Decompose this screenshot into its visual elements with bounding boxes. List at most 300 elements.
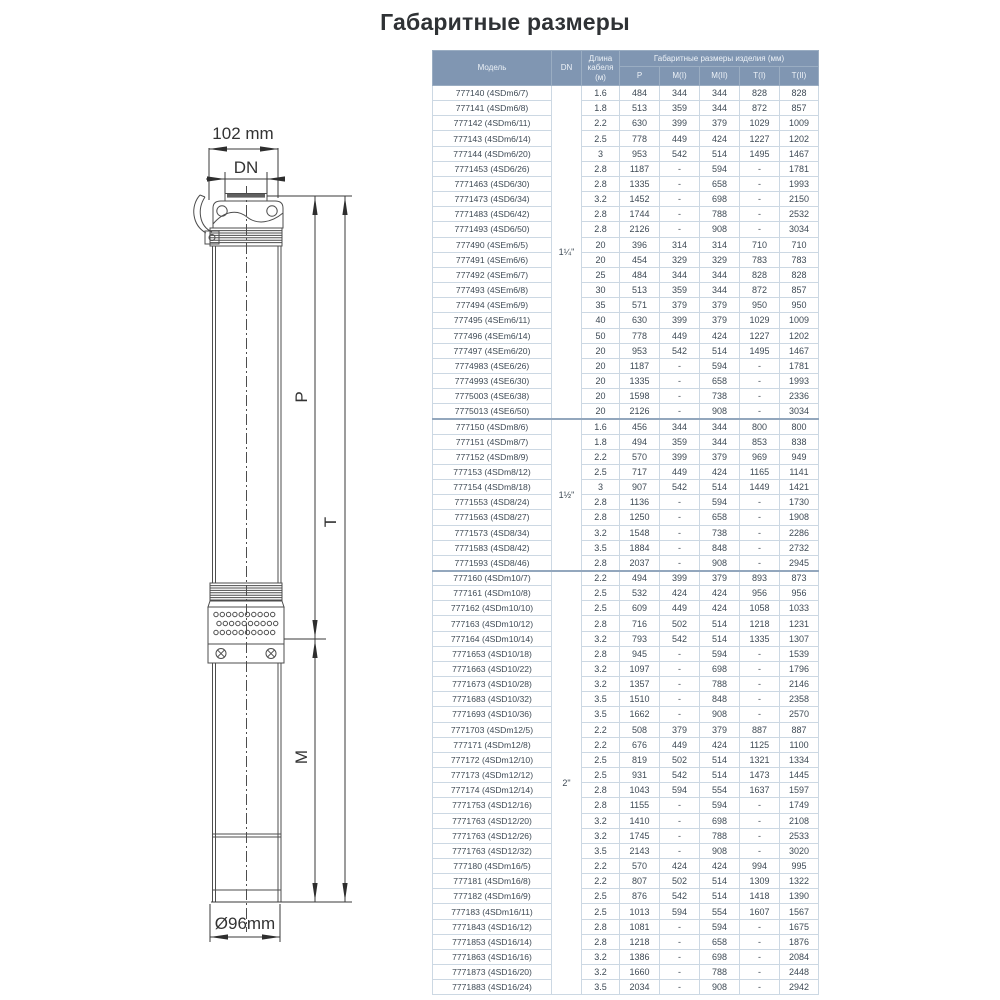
cell-m1: 344 bbox=[660, 419, 700, 434]
cell-t1: 853 bbox=[740, 434, 780, 449]
cell-model: 777144 (4SDm6/20) bbox=[433, 146, 552, 161]
cell-m2: 594 bbox=[700, 919, 740, 934]
cell-p: 778 bbox=[620, 131, 660, 146]
cell-p: 819 bbox=[620, 752, 660, 767]
cell-m1: - bbox=[660, 934, 700, 949]
cell-p: 570 bbox=[620, 449, 660, 464]
pump-body-outline bbox=[194, 194, 284, 903]
cell-model: 7771853 (4SD16/14) bbox=[433, 934, 552, 949]
cell-m2: 788 bbox=[700, 207, 740, 222]
cell-p: 876 bbox=[620, 889, 660, 904]
cell-p: 716 bbox=[620, 616, 660, 631]
cell-model: 7771593 (4SD8/46) bbox=[433, 555, 552, 570]
cell-p: 1081 bbox=[620, 919, 660, 934]
cell-m2: 738 bbox=[700, 525, 740, 540]
cell-p: 513 bbox=[620, 101, 660, 116]
dimension-bottom-diameter bbox=[210, 904, 280, 942]
cell-m1: - bbox=[660, 707, 700, 722]
table-row bbox=[433, 661, 819, 676]
cell-m1: - bbox=[660, 222, 700, 237]
cell-t1: 1473 bbox=[740, 768, 780, 783]
cell-cable-length: 3.5 bbox=[582, 692, 620, 707]
cell-m2: 658 bbox=[700, 510, 740, 525]
cell-t1: 828 bbox=[740, 86, 780, 101]
cell-model: 777495 (4SEm6/11) bbox=[433, 313, 552, 328]
cell-cable-length: 3 bbox=[582, 146, 620, 161]
cell-cable-length: 1.6 bbox=[582, 419, 620, 434]
cell-m2: 514 bbox=[700, 480, 740, 495]
cell-cable-length: 3.2 bbox=[582, 677, 620, 692]
table-row bbox=[433, 328, 819, 343]
cell-t1: - bbox=[740, 373, 780, 388]
cell-m2: 554 bbox=[700, 904, 740, 919]
cell-cable-length: 25 bbox=[582, 267, 620, 282]
cell-t1: - bbox=[740, 843, 780, 858]
cell-t2: 1876 bbox=[780, 934, 819, 949]
cell-m2: 698 bbox=[700, 813, 740, 828]
table-row bbox=[433, 480, 819, 495]
cell-t2: 949 bbox=[780, 449, 819, 464]
cell-cable-length: 50 bbox=[582, 328, 620, 343]
cell-cable-length: 2.8 bbox=[582, 616, 620, 631]
cell-cable-length: 1.8 bbox=[582, 101, 620, 116]
cell-model: 7771653 (4SD10/18) bbox=[433, 646, 552, 661]
cell-t1: 710 bbox=[740, 237, 780, 252]
cell-m2: 344 bbox=[700, 419, 740, 434]
cell-p: 1155 bbox=[620, 798, 660, 813]
cell-p: 1660 bbox=[620, 965, 660, 980]
table-row bbox=[433, 192, 819, 207]
cell-m1: 542 bbox=[660, 480, 700, 495]
cell-model: 777497 (4SEm6/20) bbox=[433, 343, 552, 358]
cell-model: 777183 (4SDm16/11) bbox=[433, 904, 552, 919]
cell-t2: 3020 bbox=[780, 843, 819, 858]
table-row bbox=[433, 252, 819, 267]
table-row bbox=[433, 283, 819, 298]
header-dim-m2: M(II) bbox=[700, 67, 740, 86]
cell-cable-length: 2.8 bbox=[582, 510, 620, 525]
cell-model: 777143 (4SDm6/14) bbox=[433, 131, 552, 146]
cell-t1: 1309 bbox=[740, 874, 780, 889]
cell-m1: - bbox=[660, 161, 700, 176]
cell-p: 1510 bbox=[620, 692, 660, 707]
cell-t2: 1445 bbox=[780, 768, 819, 783]
cell-t2: 1781 bbox=[780, 161, 819, 176]
cell-cable-length: 3.5 bbox=[582, 843, 620, 858]
cell-p: 676 bbox=[620, 737, 660, 752]
cell-t1: - bbox=[740, 404, 780, 419]
table-row bbox=[433, 601, 819, 616]
cell-model: 7771863 (4SD16/16) bbox=[433, 949, 552, 964]
cell-p: 570 bbox=[620, 858, 660, 873]
cell-m2: 848 bbox=[700, 540, 740, 555]
cell-t2: 857 bbox=[780, 101, 819, 116]
table-row bbox=[433, 722, 819, 737]
cell-cable-length: 30 bbox=[582, 283, 620, 298]
table-row bbox=[433, 768, 819, 783]
table-row bbox=[433, 540, 819, 555]
cell-cable-length: 3.2 bbox=[582, 965, 620, 980]
cell-model: 7771763 (4SD12/26) bbox=[433, 828, 552, 843]
cell-t2: 2732 bbox=[780, 540, 819, 555]
cell-t2: 1993 bbox=[780, 176, 819, 191]
cell-cable-length: 3.2 bbox=[582, 525, 620, 540]
cell-model: 777141 (4SDm6/8) bbox=[433, 101, 552, 116]
cell-m1: 344 bbox=[660, 86, 700, 101]
cell-p: 532 bbox=[620, 586, 660, 601]
cell-p: 953 bbox=[620, 343, 660, 358]
header-dimensions-group: Габаритные размеры изделия (мм) bbox=[620, 51, 819, 67]
cell-m2: 514 bbox=[700, 889, 740, 904]
cell-cable-length: 20 bbox=[582, 404, 620, 419]
cell-p: 2143 bbox=[620, 843, 660, 858]
cell-cable-length: 2.8 bbox=[582, 555, 620, 570]
cell-p: 630 bbox=[620, 116, 660, 131]
cell-cable-length: 2.8 bbox=[582, 207, 620, 222]
cell-p: 396 bbox=[620, 237, 660, 252]
cell-t2: 1539 bbox=[780, 646, 819, 661]
cell-m2: 514 bbox=[700, 343, 740, 358]
header-dn: DN bbox=[552, 51, 582, 86]
cell-t2: 1202 bbox=[780, 328, 819, 343]
cell-m2: 314 bbox=[700, 237, 740, 252]
cell-m2: 344 bbox=[700, 283, 740, 298]
cell-model: 7771473 (4SD6/34) bbox=[433, 192, 552, 207]
cell-cable-length: 20 bbox=[582, 373, 620, 388]
cell-model: 777162 (4SDm10/10) bbox=[433, 601, 552, 616]
cell-m2: 424 bbox=[700, 328, 740, 343]
cell-m2: 594 bbox=[700, 798, 740, 813]
table-row bbox=[433, 419, 819, 434]
cell-t1: 1227 bbox=[740, 328, 780, 343]
cell-m1: - bbox=[660, 828, 700, 843]
cell-cable-length: 2.5 bbox=[582, 464, 620, 479]
cell-t1: - bbox=[740, 949, 780, 964]
table-row bbox=[433, 343, 819, 358]
table-row bbox=[433, 919, 819, 934]
cell-m1: 542 bbox=[660, 768, 700, 783]
cell-cable-length: 3.2 bbox=[582, 661, 620, 676]
cell-model: 7771873 (4SD16/20) bbox=[433, 965, 552, 980]
table-row bbox=[433, 783, 819, 798]
cell-cable-length: 2.5 bbox=[582, 601, 620, 616]
cell-t2: 1908 bbox=[780, 510, 819, 525]
cell-t1: - bbox=[740, 176, 780, 191]
cell-t1: 800 bbox=[740, 419, 780, 434]
cell-t1: 969 bbox=[740, 449, 780, 464]
cell-t2: 873 bbox=[780, 571, 819, 586]
cell-m1: - bbox=[660, 176, 700, 191]
table-row bbox=[433, 616, 819, 631]
cell-p: 494 bbox=[620, 571, 660, 586]
cell-t1: 1321 bbox=[740, 752, 780, 767]
header-dim-t2: T(II) bbox=[780, 67, 819, 86]
cell-model: 7774993 (4SE6/30) bbox=[433, 373, 552, 388]
cell-m1: - bbox=[660, 919, 700, 934]
cell-cable-length: 1.6 bbox=[582, 86, 620, 101]
cell-model: 777492 (4SEm6/7) bbox=[433, 267, 552, 282]
cell-p: 1187 bbox=[620, 358, 660, 373]
cell-cable-length: 3.2 bbox=[582, 631, 620, 646]
cell-t1: 1637 bbox=[740, 783, 780, 798]
cell-model: 7771453 (4SD6/26) bbox=[433, 161, 552, 176]
table-row bbox=[433, 313, 819, 328]
cell-cable-length: 20 bbox=[582, 237, 620, 252]
cell-m1: - bbox=[660, 980, 700, 995]
cell-m1: 359 bbox=[660, 434, 700, 449]
cell-t2: 1009 bbox=[780, 313, 819, 328]
cell-model: 777153 (4SDm8/12) bbox=[433, 464, 552, 479]
cell-t1: 1165 bbox=[740, 464, 780, 479]
cell-p: 484 bbox=[620, 86, 660, 101]
cell-p: 717 bbox=[620, 464, 660, 479]
cell-p: 1548 bbox=[620, 525, 660, 540]
cell-t2: 1100 bbox=[780, 737, 819, 752]
table-row bbox=[433, 298, 819, 313]
cell-t1: - bbox=[740, 207, 780, 222]
table-row bbox=[433, 131, 819, 146]
cell-m2: 379 bbox=[700, 116, 740, 131]
cell-p: 2126 bbox=[620, 404, 660, 419]
cell-m1: 344 bbox=[660, 267, 700, 282]
cell-cable-length: 3.2 bbox=[582, 949, 620, 964]
cell-t1: - bbox=[740, 692, 780, 707]
cell-t2: 2150 bbox=[780, 192, 819, 207]
table-row bbox=[433, 207, 819, 222]
cell-m2: 908 bbox=[700, 555, 740, 570]
cell-m2: 344 bbox=[700, 86, 740, 101]
table-row bbox=[433, 631, 819, 646]
cell-t1: - bbox=[740, 677, 780, 692]
table-row bbox=[433, 267, 819, 282]
cell-cable-length: 3.2 bbox=[582, 192, 620, 207]
table-row bbox=[433, 904, 819, 919]
cell-m1: - bbox=[660, 373, 700, 388]
cell-m1: 329 bbox=[660, 252, 700, 267]
cell-t1: - bbox=[740, 555, 780, 570]
cell-m1: - bbox=[660, 404, 700, 419]
cell-t2: 1307 bbox=[780, 631, 819, 646]
cell-cable-length: 2.8 bbox=[582, 934, 620, 949]
cell-p: 953 bbox=[620, 146, 660, 161]
cell-t1: 1495 bbox=[740, 343, 780, 358]
cell-t1: 1495 bbox=[740, 146, 780, 161]
cell-t1: 1418 bbox=[740, 889, 780, 904]
cell-model: 777174 (4SDm12/14) bbox=[433, 783, 552, 798]
cell-t2: 828 bbox=[780, 267, 819, 282]
cell-t2: 2448 bbox=[780, 965, 819, 980]
table-row bbox=[433, 237, 819, 252]
cell-model: 7775003 (4SE6/38) bbox=[433, 389, 552, 404]
cell-m1: 542 bbox=[660, 631, 700, 646]
table-row bbox=[433, 707, 819, 722]
cell-m2: 329 bbox=[700, 252, 740, 267]
header-dim-m1: M(I) bbox=[660, 67, 700, 86]
cell-model: 777160 (4SDm10/7) bbox=[433, 571, 552, 586]
table-header bbox=[433, 51, 819, 86]
cell-m2: 514 bbox=[700, 631, 740, 646]
cell-t1: - bbox=[740, 828, 780, 843]
dimension-dn bbox=[206, 158, 285, 193]
cell-model: 7771663 (4SD10/22) bbox=[433, 661, 552, 676]
cell-m2: 594 bbox=[700, 358, 740, 373]
cell-cable-length: 3.2 bbox=[582, 828, 620, 843]
cell-t1: - bbox=[740, 161, 780, 176]
cell-cable-length: 2.8 bbox=[582, 646, 620, 661]
cell-t1: - bbox=[740, 495, 780, 510]
cell-t1: 1218 bbox=[740, 616, 780, 631]
cell-cable-length: 2.8 bbox=[582, 176, 620, 191]
table-row bbox=[433, 586, 819, 601]
cell-t2: 1009 bbox=[780, 116, 819, 131]
cell-m2: 424 bbox=[700, 131, 740, 146]
cell-t2: 995 bbox=[780, 858, 819, 873]
table-row bbox=[433, 358, 819, 373]
cell-t1: 1125 bbox=[740, 737, 780, 752]
cell-m2: 594 bbox=[700, 646, 740, 661]
cell-m2: 379 bbox=[700, 449, 740, 464]
cell-model: 777163 (4SDm10/12) bbox=[433, 616, 552, 631]
cell-p: 513 bbox=[620, 283, 660, 298]
cell-m1: 379 bbox=[660, 298, 700, 313]
cell-t2: 2108 bbox=[780, 813, 819, 828]
cell-p: 494 bbox=[620, 434, 660, 449]
cell-cable-length: 2.2 bbox=[582, 571, 620, 586]
cell-t2: 1749 bbox=[780, 798, 819, 813]
dimension-label-dn: DN bbox=[233, 158, 259, 177]
cell-model: 777171 (4SDm12/8) bbox=[433, 737, 552, 752]
cell-t1: - bbox=[740, 919, 780, 934]
cell-t1: - bbox=[740, 646, 780, 661]
cell-t1: - bbox=[740, 540, 780, 555]
cell-m2: 698 bbox=[700, 949, 740, 964]
cell-p: 1386 bbox=[620, 949, 660, 964]
cell-m1: 424 bbox=[660, 586, 700, 601]
cell-t2: 1141 bbox=[780, 464, 819, 479]
cell-m1: - bbox=[660, 358, 700, 373]
cell-t2: 887 bbox=[780, 722, 819, 737]
cell-t2: 2532 bbox=[780, 207, 819, 222]
cell-t1: 1029 bbox=[740, 116, 780, 131]
cell-cable-length: 3.5 bbox=[582, 540, 620, 555]
cell-model: 7771673 (4SD10/28) bbox=[433, 677, 552, 692]
cell-m1: - bbox=[660, 949, 700, 964]
cell-m1: - bbox=[660, 555, 700, 570]
cell-m2: 658 bbox=[700, 176, 740, 191]
table-row bbox=[433, 798, 819, 813]
table-row bbox=[433, 677, 819, 692]
cell-p: 1218 bbox=[620, 934, 660, 949]
cell-cable-length: 2.8 bbox=[582, 919, 620, 934]
cell-t2: 1796 bbox=[780, 661, 819, 676]
cell-model: 777161 (4SDm10/8) bbox=[433, 586, 552, 601]
cell-m1: 359 bbox=[660, 283, 700, 298]
cell-m2: 908 bbox=[700, 404, 740, 419]
pump-dimensional-drawing bbox=[0, 0, 400, 1000]
cell-model: 777172 (4SDm12/10) bbox=[433, 752, 552, 767]
cell-cable-length: 3.5 bbox=[582, 980, 620, 995]
cell-t1: 1335 bbox=[740, 631, 780, 646]
cell-m2: 514 bbox=[700, 146, 740, 161]
cell-m2: 698 bbox=[700, 661, 740, 676]
cell-m1: 449 bbox=[660, 328, 700, 343]
cell-model: 777142 (4SDm6/11) bbox=[433, 116, 552, 131]
cell-p: 1745 bbox=[620, 828, 660, 843]
table-row bbox=[433, 949, 819, 964]
cell-model: 777154 (4SDm8/18) bbox=[433, 480, 552, 495]
table-row bbox=[433, 449, 819, 464]
cell-p: 1662 bbox=[620, 707, 660, 722]
cell-model: 7771563 (4SD8/27) bbox=[433, 510, 552, 525]
cell-cable-length: 2.2 bbox=[582, 874, 620, 889]
cell-m1: - bbox=[660, 510, 700, 525]
cell-cable-length: 2.8 bbox=[582, 161, 620, 176]
cell-m1: - bbox=[660, 389, 700, 404]
cell-cable-length: 1.8 bbox=[582, 434, 620, 449]
table-row bbox=[433, 843, 819, 858]
cell-m2: 594 bbox=[700, 495, 740, 510]
dimension-label-102mm: 102 mm bbox=[212, 124, 274, 143]
cell-p: 1884 bbox=[620, 540, 660, 555]
cell-model: 7771683 (4SD10/32) bbox=[433, 692, 552, 707]
cell-model: 7774983 (4SE6/26) bbox=[433, 358, 552, 373]
dimension-label-p: P bbox=[292, 391, 311, 403]
cell-p: 1452 bbox=[620, 192, 660, 207]
cell-m1: - bbox=[660, 965, 700, 980]
cell-m1: 399 bbox=[660, 313, 700, 328]
cell-model: 7771763 (4SD12/32) bbox=[433, 843, 552, 858]
cell-m2: 344 bbox=[700, 434, 740, 449]
cell-t2: 950 bbox=[780, 298, 819, 313]
cell-m1: 449 bbox=[660, 464, 700, 479]
page-title: Габаритные размеры bbox=[380, 9, 630, 35]
cell-m2: 908 bbox=[700, 843, 740, 858]
cell-m1: - bbox=[660, 525, 700, 540]
cell-t1: 783 bbox=[740, 252, 780, 267]
cell-m1: 399 bbox=[660, 571, 700, 586]
cell-t1: - bbox=[740, 192, 780, 207]
cell-m1: - bbox=[660, 192, 700, 207]
cell-model: 7771693 (4SD10/36) bbox=[433, 707, 552, 722]
cell-t1: 956 bbox=[740, 586, 780, 601]
cell-t1: - bbox=[740, 661, 780, 676]
cell-t2: 1597 bbox=[780, 783, 819, 798]
cell-m1: 542 bbox=[660, 146, 700, 161]
cell-t2: 2570 bbox=[780, 707, 819, 722]
cell-t1: 994 bbox=[740, 858, 780, 873]
cell-m1: 594 bbox=[660, 783, 700, 798]
cell-p: 1043 bbox=[620, 783, 660, 798]
cell-t1: - bbox=[740, 813, 780, 828]
cell-cable-length: 2.5 bbox=[582, 904, 620, 919]
cell-model: 777180 (4SDm16/5) bbox=[433, 858, 552, 873]
cell-m2: 424 bbox=[700, 601, 740, 616]
cell-model: 7771553 (4SD8/24) bbox=[433, 495, 552, 510]
cell-t1: 828 bbox=[740, 267, 780, 282]
cell-m1: - bbox=[660, 843, 700, 858]
cell-t2: 783 bbox=[780, 252, 819, 267]
cell-cable-length: 2.2 bbox=[582, 858, 620, 873]
cell-t2: 710 bbox=[780, 237, 819, 252]
cell-t2: 828 bbox=[780, 86, 819, 101]
dimension-label-t: T bbox=[321, 516, 340, 528]
cell-m1: 542 bbox=[660, 343, 700, 358]
header-dim-t1: T(I) bbox=[740, 67, 780, 86]
table-row bbox=[433, 146, 819, 161]
cell-m1: 424 bbox=[660, 858, 700, 873]
dimension-label-diameter: Ø96mm bbox=[214, 914, 276, 933]
cell-model: 7771583 (4SD8/42) bbox=[433, 540, 552, 555]
